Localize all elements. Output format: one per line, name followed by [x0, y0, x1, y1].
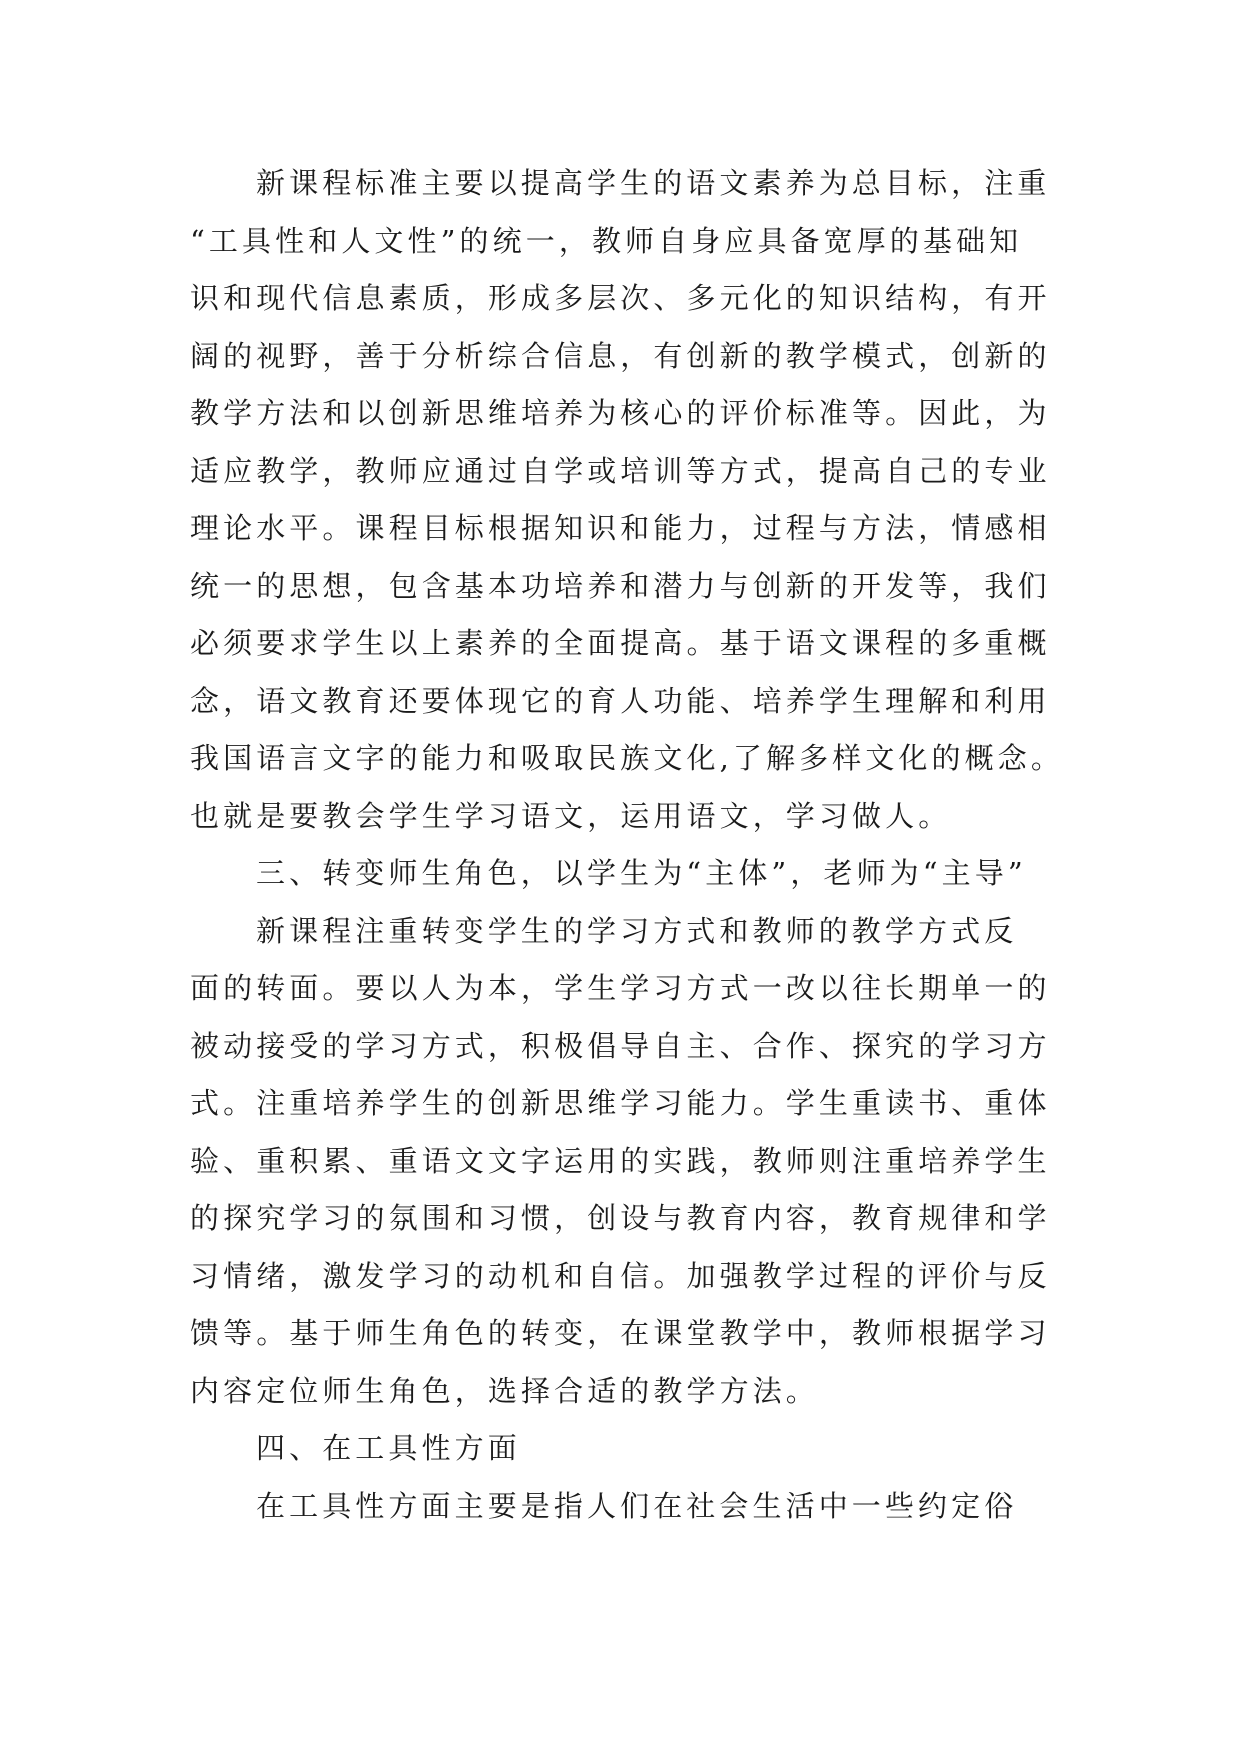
text-line: 阔的视野，善于分析综合信息，有创新的教学模式，创新的 [190, 338, 1051, 373]
text-line: 在工具性方面主要是指人们在社会生活中一些约定俗 [256, 1488, 1018, 1523]
heading-text: 三、转变师生角色，以学生为“主体”，老师为“主导” [256, 856, 1027, 890]
section-heading [190, 1420, 1050, 1478]
text-line: 被动接受的学习方式，积极倡导自主、合作、探究的学习方 [190, 1028, 1051, 1063]
text-line: 的探究学习的氛围和习惯，创设与教育内容，教育规律和学 [190, 1201, 1051, 1235]
document-body [190, 155, 1064, 1535]
text-line: 理论水平。课程目标根据知识和能力，过程与方法，情感相 [190, 511, 1051, 545]
text-line: 念，语文教育还要体现它的育人功能、培养学生理解和利用 [190, 683, 1051, 718]
section-heading [190, 845, 1050, 903]
text-line: 面的转面。要以人为本，学生学习方式一改以往长期单一的 [190, 971, 1051, 1005]
text-line: 习情绪，激发学习的动机和自信。加强教学过程的评价与反 [190, 1258, 1051, 1293]
paragraph [190, 903, 1050, 1421]
text-line: 统一的思想，包含基本功培养和潜力与创新的开发等，我们 [190, 568, 1051, 603]
text-line: 新课程标准主要以提高学生的语文素养为总目标，注重 [256, 166, 1051, 200]
text-line: 式。注重培养学生的创新思维学习能力。学生重读书、重体 [190, 1086, 1051, 1120]
text-line: 教学方法和以创新思维培养为核心的评价标准等。因此，为 [190, 396, 1051, 430]
text-line: 必须要求学生以上素养的全面提高。基于语文课程的多重概 [190, 626, 1051, 660]
text-line: 识和现代信息素质，形成多层次、多元化的知识结构，有开 [190, 281, 1051, 315]
text-line: “工具性和人文性”的统一，教师自身应具备宽厚的基础知 [190, 223, 1023, 258]
text-line: 我国语言文字的能力和吸取民族文化,了解多样文化的概念。 [190, 741, 1064, 775]
heading-text: 四、在工具性方面 [256, 1431, 521, 1465]
paragraph [190, 1478, 1050, 1536]
text-line: 新课程注重转变学生的学习方式和教师的教学方式反 [256, 913, 1018, 948]
text-line: 适应教学，教师应通过自学或培训等方式，提高自己的专业 [190, 453, 1051, 488]
paragraph [190, 155, 1064, 845]
text-line: 验、重积累、重语文文字运用的实践，教师则注重培养学生 [190, 1143, 1051, 1178]
text-line: 也就是要教会学生学习语文，运用语文，学习做人。 [190, 798, 952, 833]
text-line: 内容定位师生角色，选择合适的教学方法。 [190, 1373, 819, 1408]
text-line: 馈等。基于师生角色的转变，在课堂教学中，教师根据学习 [190, 1316, 1051, 1350]
